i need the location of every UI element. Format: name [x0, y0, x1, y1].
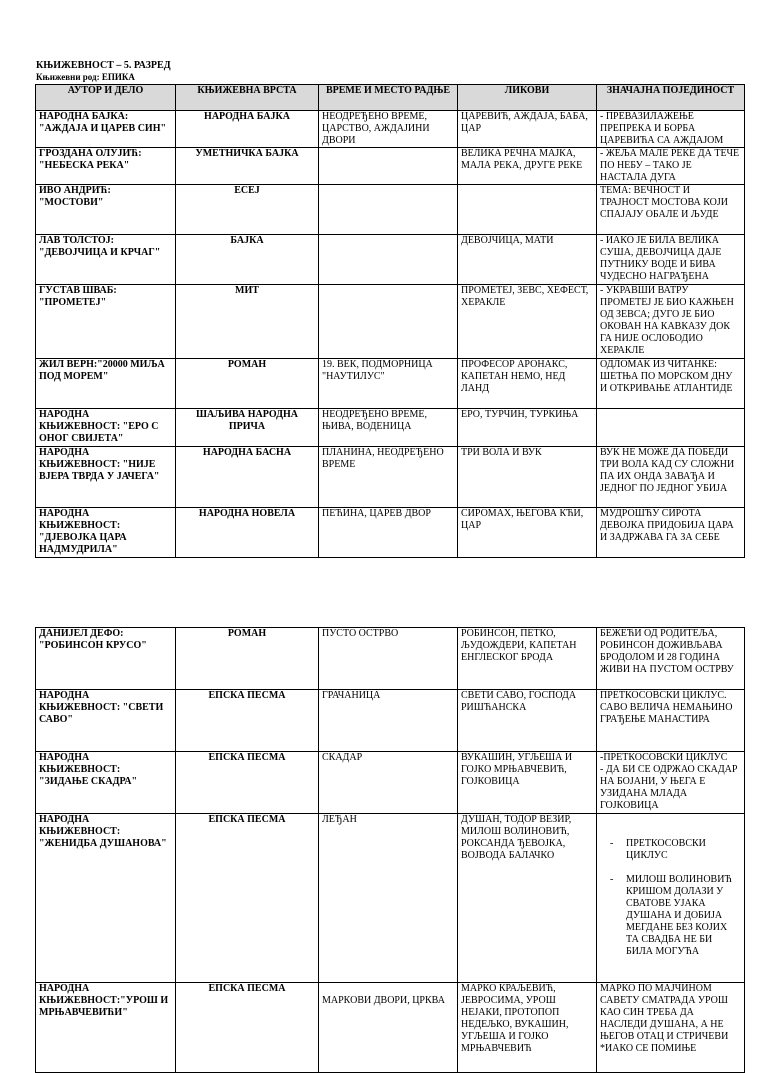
header-significant-detail: ЗНАЧАЈНА ПОЈЕДИНОСТ [597, 85, 745, 111]
document-title: КЊИЖЕВНОСТ – 5. РАЗРЕД [36, 60, 171, 71]
literary-kind-cell: УМЕТНИЧКА БАЈКА [176, 148, 319, 185]
table-header-row [36, 85, 745, 111]
table-row [36, 409, 745, 447]
literary-kind-cell: ЕСЕЈ [176, 185, 319, 235]
time-place-cell: ЛЕЂАН [319, 814, 458, 983]
dusan-notes-list [600, 826, 741, 970]
time-place-cell [319, 285, 458, 359]
list-item: - ПРЕТКОСОВСКИ ЦИКЛУС [626, 838, 741, 862]
significant-detail-cell: -ПРЕТКОСОВСКИ ЦИКЛУС - ДА БИ СЕ ОДРЖАО СКАДАР НА БОЈАНИ, У ЊЕГА Е УЗИДАНА МЛАДА ГОЈКОВИЦА [597, 752, 745, 814]
literary-kind-cell: МИТ [176, 285, 319, 359]
table-row [36, 752, 745, 814]
author-work-cell: НАРОДНА КЊИЖЕВНОСТ: "ЗИДАЊЕ СКАДРА" [36, 752, 176, 814]
literary-kind-cell: НАРОДНА БАЈКА [176, 111, 319, 148]
table-row [36, 148, 745, 185]
table-row [36, 235, 745, 285]
characters-cell: СИРОМАХ, ЊЕГОВА КЋИ, ЦАР [458, 508, 597, 558]
time-place-cell [319, 185, 458, 235]
significant-detail-cell: - ИАКО ЈЕ БИЛА ВЕЛИКА СУША, ДЕВОЈЧИЦА ДАЈЕ ПУТНИКУ ВОДЕ И БИВА ЧУДЕСНО НАГРАЂЕНА [597, 235, 745, 285]
literary-kind-cell: ЕПСКА ПЕСМА [176, 814, 319, 983]
time-place-cell: СКАДАР [319, 752, 458, 814]
significant-detail-cell: - ПРЕВАЗИЛАЖЕЊЕ ПРЕПРЕКА И БОРБА ЦАРЕВИЋА СА АЖДАЈОМ [597, 111, 745, 148]
significant-detail-cell [597, 409, 745, 447]
characters-cell: ПРОМЕТЕЈ, ЗЕВС, ХЕФЕСТ, ХЕРАКЛЕ [458, 285, 597, 359]
time-place-cell [319, 235, 458, 285]
author-work-cell: ГУСТАВ ШВАБ: "ПРОМЕТЕЈ" [36, 285, 176, 359]
time-place-cell: 19. ВЕК, ПОДМОРНИЦА "НАУТИЛУС" [319, 359, 458, 409]
literary-kind-cell: РОМАН [176, 359, 319, 409]
literature-table-top [35, 84, 745, 558]
characters-cell: МАРКО КРАЉЕВИЋ, ЈЕВРОСИМА, УРОШ НЕЈАКИ, ПРОТОПОП НЕДЕЉКО, ВУКАШИН, УГЉЕША И ГОЈКО МРЊАВЧЕВИЋ [458, 983, 597, 1073]
significant-detail-cell: ОДЛОМАК ИЗ ЧИТАНКЕ: ШЕТЊА ПО МОРСКОМ ДНУ И ОТКРИВАЊЕ АТЛАНТИДЕ [597, 359, 745, 409]
significant-detail-cell: ВУК НЕ МОЖЕ ДА ПОБЕДИ ТРИ ВОЛА КАД СУ СЛОЖНИ ПА ИХ ОНДА ЗАВАЂА И ЈЕДНОГ ПО ЈЕДНОГ УБИЈА [597, 447, 745, 508]
time-place-cell: ПУСТО ОСТРВО [319, 628, 458, 690]
characters-cell: ВЕЛИКА РЕЧНА МАЈКА, МАЛА РЕКА, ДРУГЕ РЕКЕ [458, 148, 597, 185]
list-item: - МИЛОШ ВОЛИНОВИЋ КРИШОМ ДОЛАЗИ У СВАТОВЕ УЈАКА ДУШАНА И ДОБИЈА МЕГДАНЕ БЕЗ КОЈИХ ТА СВАДБА НЕ БИ БИЛА МОГУЋА [626, 874, 741, 958]
header-characters: ЛИКОВИ [458, 85, 597, 111]
table-row [36, 508, 745, 558]
literary-kind-cell: НАРОДНА НОВЕЛА [176, 508, 319, 558]
time-place-cell [319, 148, 458, 185]
document-subtitle: Књижевни род: ЕПИКА [36, 72, 135, 82]
characters-cell: ДУШАН, ТОДОР ВЕЗИР, МИЛОШ ВОЛИНОВИЋ, РОКСАНДА ЂЕВОЈКА, ВОЈВОДА БАЛАЧКО [458, 814, 597, 983]
author-work-cell: ЛАВ ТОЛСТОЈ: "ДЕВОЈЧИЦА И КРЧАГ" [36, 235, 176, 285]
author-work-cell: ЖИЛ ВЕРН:"20000 МИЉА ПОД МОРЕМ" [36, 359, 176, 409]
author-work-cell: ДАНИЈЕЛ ДЕФО: "РОБИНСОН КРУСО" [36, 628, 176, 690]
characters-cell [458, 185, 597, 235]
literary-kind-cell: БАЈКА [176, 235, 319, 285]
significant-detail-cell: - ЖЕЉА МАЛЕ РЕКЕ ДА ТЕЧЕ ПО НЕБУ – ТАКО ЈЕ НАСТАЛА ДУГА [597, 148, 745, 185]
characters-cell: ЕРО, ТУРЧИН, ТУРКИЊА [458, 409, 597, 447]
header-literary-kind: КЊИЖЕВНА ВРСТА [176, 85, 319, 111]
time-place-cell: НЕОДРЕЂЕНО ВРЕМЕ, ЊИВА, ВОДЕНИЦА [319, 409, 458, 447]
significant-detail-cell: МУДРОШЋУ СИРОТА ДЕВОЈКА ПРИДОБИЈА ЦАРА И ЗАДРЖАВА ГА ЗА СЕБЕ [597, 508, 745, 558]
significant-detail-cell: БЕЖЕЋИ ОД РОДИТЕЉА, РОБИНСОН ДОЖИВЉАВА БРОДОЛОМ И 28 ГОДИНА ЖИВИ НА ПУСТОМ ОСТРВУ [597, 628, 745, 690]
table-row [36, 359, 745, 409]
author-work-cell: ГРОЗДАНА ОЛУЈИЋ: "НЕБЕСКА РЕКА" [36, 148, 176, 185]
literary-kind-cell: РОМАН [176, 628, 319, 690]
characters-cell: ТРИ ВОЛА И ВУК [458, 447, 597, 508]
table-row [36, 185, 745, 235]
author-work-cell: НАРОДНА КЊИЖЕВНОСТ: "ЕРО С ОНОГ СВИЈЕТА" [36, 409, 176, 447]
author-work-cell: НАРОДНА КЊИЖЕВНОСТ: "НИЈЕ ВЈЕРА ТВРДА У ЈАЧЕГА" [36, 447, 176, 508]
author-work-cell: ИВО АНДРИЋ: "МОСТОВИ" [36, 185, 176, 235]
header-author-work: АУТОР И ДЕЛО [36, 85, 176, 111]
literary-kind-cell: ЕПСКА ПЕСМА [176, 690, 319, 752]
characters-cell: ДЕВОЈЧИЦА, МАТИ [458, 235, 597, 285]
author-work-cell: НАРОДНА КЊИЖЕВНОСТ:"УРОШ И МРЊАВЧЕВИЋИ" [36, 983, 176, 1073]
significant-detail-cell: МАРКО ПО МАЈЧИНОМ САВЕТУ СМАТРАДА УРОШ КАО СИН ТРЕБА ДА НАСЛЕДИ ДУШАНА, А НЕ ЊЕГОВ ОТАЦ И СТРИЧЕВИ *ИАКО СЕ ПОМИЊЕ [597, 983, 745, 1073]
significant-detail-cell: ТЕМА: ВЕЧНОСТ И ТРАЈНОСТ МОСТОВА КОЈИ СПАЈАЈУ ОБАЛЕ И ЉУДЕ [597, 185, 745, 235]
table-row [36, 285, 745, 359]
author-work-cell: НАРОДНА КЊИЖЕВНОСТ: "ЖЕНИДБА ДУШАНОВА" [36, 814, 176, 983]
table-row [36, 814, 745, 983]
table-row [36, 690, 745, 752]
author-work-cell: НАРОДНА КЊИЖЕВНОСТ: "СВЕТИ САВО" [36, 690, 176, 752]
table-row [36, 111, 745, 148]
characters-cell: СВЕТИ САВО, ГОСПОДА РИШЋАНСКА [458, 690, 597, 752]
time-place-cell: ПЛАНИНА, НЕОДРЕЂЕНО ВРЕМЕ [319, 447, 458, 508]
header-time-place: ВРЕМЕ И МЕСТО РАДЊЕ [319, 85, 458, 111]
significant-detail-cell [597, 814, 745, 983]
literary-kind-cell: НАРОДНА БАСНА [176, 447, 319, 508]
time-place-cell: ПЕЋИНА, ЦАРЕВ ДВОР [319, 508, 458, 558]
table-row [36, 447, 745, 508]
literary-kind-cell: ЕПСКА ПЕСМА [176, 752, 319, 814]
literature-table-bottom [35, 627, 745, 1073]
significant-detail-cell: ПРЕТКОСОВСКИ ЦИКЛУС. САВО ВЕЛИЧА НЕМАЊИНО ГРАЂЕЊЕ МАНАСТИРА [597, 690, 745, 752]
author-work-cell: НАРОДНА КЊИЖЕВНОСТ: "ДЈЕВОЈКА ЦАРА НАДМУДРИЛА" [36, 508, 176, 558]
literary-kind-cell: ЕПСКА ПЕСМА [176, 983, 319, 1073]
literary-kind-cell: ШАЉИВА НАРОДНА ПРИЧА [176, 409, 319, 447]
time-place-cell: НЕОДРЕЂЕНО ВРЕМЕ, ЦАРСТВО, АЖДАЈИНИ ДВОРИ [319, 111, 458, 148]
significant-detail-cell: - УКРАВШИ ВАТРУ ПРОМЕТЕЈ ЈЕ БИО КАЖЊЕН ОД ЗЕВСА; ДУГО ЈЕ БИО ОКОВАН НА КАВКАЗУ ДОК ГА НИЈЕ ОСЛОБОДИО ХЕРАКЛЕ [597, 285, 745, 359]
author-work-cell: НАРОДНА БАЈКА: "АЖДАЈА И ЦАРЕВ СИН" [36, 111, 176, 148]
time-place-cell: МАРКОВИ ДВОРИ, ЦРКВА [319, 983, 458, 1073]
time-place-cell: ГРАЧАНИЦА [319, 690, 458, 752]
characters-cell: ПРОФЕСОР АРОНАКС, КАПЕТАН НЕМО, НЕД ЛАНД [458, 359, 597, 409]
characters-cell: РОБИНСОН, ПЕТКО, ЉУДОЖДЕРИ, КАПЕТАН ЕНГЛЕСКОГ БРОДА [458, 628, 597, 690]
characters-cell: ВУКАШИН, УГЉЕША И ГОЈКО МРЊАВЧЕВИЋ, ГОЈКОВИЦА [458, 752, 597, 814]
table-row [36, 983, 745, 1073]
table-row [36, 628, 745, 690]
characters-cell: ЦАРЕВИЋ, АЖДАЈА, БАБА, ЦАР [458, 111, 597, 148]
